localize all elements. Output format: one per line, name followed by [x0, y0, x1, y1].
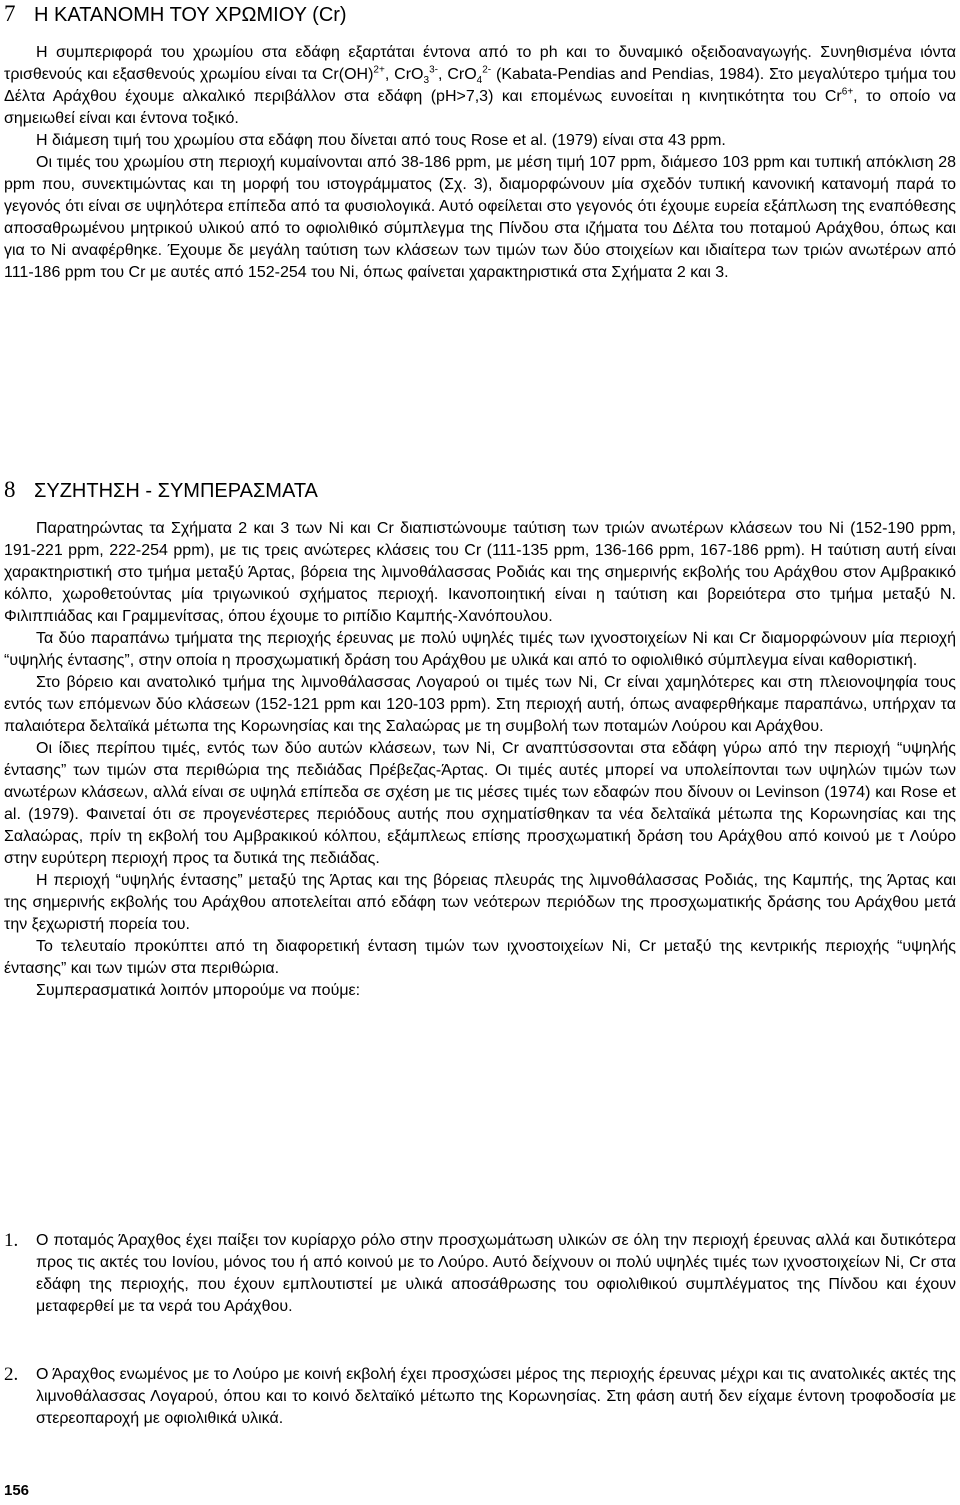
section-8-number: 8: [4, 477, 16, 502]
section-8-paragraph-1: Παρατηρώντας τα Σχήματα 2 και 3 των Ni και Cr διαπιστώνουμε ταύτιση των τριών ανωτέρων κλάσεων του Ni (152-190 ppm, 191-221 ppm, 222-254 ppm), με τις τρεις ανώτερες κλάσεις του Cr (111-135 ppm, 136-166 ppm, 167-186 ppm). Η ταύτιση αυτή είναι χαρακτηριστική στο τμήμα μεταξύ Άρτας, βόρεια της λιμνοθάλασσας Ροδιάς και της σημερινής εκβολής του Αράχθου στον Αμβρακικό κόλπο, χωροθετούντας μία τριγωνικού σχήματος περιοχή. Ικανοποιητική είναι η ταύτιση και βορειότερα στο τμήμα μεταξύ Ν. Φιλιππιάδας και Γραμμενίτσας, όπου έχουμε το ριπίδιο Καμπής-Χανόπουλου.: [4, 520, 956, 625]
section-8-heading: [4, 478, 318, 503]
section-7-paragraph-2: Η διάμεση τιμή του χρωμίου στα εδάφη που δίνεται από τους Rose et al. (1979) είναι στα 43 ppm.: [36, 132, 726, 149]
list-item-text: Ο ποταμός Άραχθος έχει παίξει τον κυρίαρχο ρόλο στην προσχωμάτωση υλικών σε όλη την περιοχή έρευνας αλλά και δυτικότερα προς τις ακτές του Ιονίου, μόνος του ή από κοινού με το Λούρο. Αυτό δείχνουν οι πολύ υψηλές τιμές των ιχνοστοιχείων Ni, Cr στα εδάφη της περιοχής, που έχουν εμπλουτιστεί με υλικά αποσάθρωσης του οφιολιθικού συμπλέγματος της Πίνδου και έχουν μεταφερθεί με τα νερά του Αράχθου.: [36, 1232, 956, 1315]
section-7-title: Η ΚΑΤΑΝΟΜΗ ΤΟΥ ΧΡΩΜΙΟΥ (Cr): [34, 4, 347, 26]
list-marker: 2.: [4, 1364, 19, 1385]
section-7-paragraph-1: Η συμπεριφορά του χρωμίου στα εδάφη εξαρτάται έντονα από το ph και το δυναμικό οξειδοαναγωγής. Συνηθισμένα ιόντα τρισθενούς και εξασθενούς χρωμίου είναι τα Cr(OH)$^{2+}$, CrO$_3^{3-}$, CrO$_4^{2-}$ (Kabata-Pendias and Pendias, 1984). Στο μεγαλύτερο τμήμα του Δέλτα Αράχθου έχουμε αλκαλικό περιβάλλον στα εδάφη (pH>7,3) και επομένως ευνοείται η κινητικότητα του $Cr^{6+}$, το οποίο να σημειωθεί είναι και έντονα τοξικό.: [4, 44, 957, 127]
section-8-title: ΣΥΖΗΤΗΣΗ - ΣΥΜΠΕΡΑΣΜΑΤΑ: [34, 480, 318, 502]
section-8-body: [4, 518, 956, 1002]
section-8-paragraph-6: Το τελευταίο προκύπτει από τη διαφορετική ένταση τιμών των ιχνοστοιχείων Ni, Cr μεταξύ της κεντρικής περιοχής “υψηλής έντασης” και των τιμών στα περιθώρια.: [4, 938, 956, 977]
section-7-body: [4, 42, 956, 284]
list-item: [4, 1230, 956, 1318]
section-8-paragraph-7: Συμπερασματικά λοιπόν μπορούμε να πούμε:: [36, 982, 361, 999]
list-item-text: Ο Άραχθος ενωμένος με το Λούρο με κοινή εκβολή έχει προσχώσει μέρος της περιοχής έρευνας μέχρι και τις ανατολικές ακτές της λιμνοθάλασσας Λογαρού, όπου και το κοινό δελταϊκό μέτωπο της Κορωνησίας. Στη φάση αυτή δεν είχαμε έντονη τροφοδοσία με στερεοπαροχή με οφιολιθικά υλικά.: [36, 1366, 956, 1427]
section-7-heading: [4, 2, 347, 27]
section-8-paragraph-3: Στο βόρειο και ανατολικό τμήμα της λιμνοθάλασσας Λογαρού οι τιμές των Ni, Cr είναι χαμηλότερες και στη πλειονοψηφία τους εντός των επόμενων δύο κλάσεων (152-121 ppm και 120-103 ppm). Στη περιοχή αυτή, όπως αναφερθήκαμε παραπάνω, υπήρχαν τα παλαιότερα δελταϊκά μέτωπα της Κορωνησίας και της Σαλαώρας με τη συμβολή των ποταμών Λούρου και Αράχθου.: [4, 674, 956, 735]
section-7-number: 7: [4, 1, 16, 26]
section-8-paragraph-4: Οι ίδιες περίπου τιμές, εντός των δύο αυτών κλάσεων, των Ni, Cr αναπτύσσονται στα εδάφη γύρω από την περιοχή “υψηλής έντασης” των τιμών στα περιθώρια της πεδιάδας Πρέβεζας-Άρτας. Οι τιμές αυτές μπορεί να υπολείπονται των υψηλών τιμών των ανωτέρων κλάσεων, αλλά είναι σε υψηλά επίπεδα σε σχέση με τις μέσες τιμές των εδαφών που δίνουν οι Levinson (1974) και Rose et al. (1979). Φαινεταί ότι σε προγενέστερες περιόδους αυτής που σχηματίσθηκαν τα νέα δελταϊκά μέτωπα της Κορωνησίας και της Σαλαώρας, πρίν τη εκβολή του Αμβρακικού κόλπου, εξάμπλεως επίσης προσχωματική δράση του Αράχθου από κοινού με τ Λούρο στην ευρύτερη περιοχή προς τα δυτικά της πεδιάδας.: [4, 740, 956, 867]
section-8-paragraph-5: Η περιοχή “υψηλής έντασης” μεταξύ της Άρτας και της βόρειας πλευράς της λιμνοθάλασσας Ροδιάς, της Καμπής, της Άρτας και της σημερινής εκβολής του Αράχθου αποτελείται από εδάφη των νεότερων περιόδων της προσχωματικής δράσης του Αράχθου μετά την ξεχωριστή πορεία του.: [4, 872, 956, 933]
list-item: [4, 1364, 956, 1430]
section-7-paragraph-3: Οι τιμές του χρωμίου στη περιοχή κυμαίνονται από 38-186 ppm, με μέση τιμή 107 ppm, διάμεσο 103 ppm και τυπική απόκλιση 28 ppm που, συνεκτιμώντας και τη μορφή του ιστογράμματος (Σχ. 3), διαμορφώνουν μία σχεδόν τυπική κανονική κατανομή παρά το γεγονός ότι είναι σε υψηλότερα επίπεδα από τα φυσιολογικά. Αυτό οφείλεται στο γεγονός ότι έχουμε ευρεία εξάπλωση της εναπόθεσης αποσαθρωμένου μητρικού υλικού από το οφιολιθικό σύμπλεγμα της Πίνδου στα ιζήματα του Δέλτα του ποταμού Αράχθου, όπως και για το Ni αναφέρθηκε. Έχουμε δε μεγάλη ταύτιση των κλάσεων των τιμών των δύο στοιχείων και ιδιαίτερα των τριών ανωτέρων από 111-186 ppm του Cr με αυτές από 152-254 του Ni, όπως φαίνεται χαρακτηριστικά στα Σχήματα 2 και 3.: [4, 154, 956, 281]
section-8-paragraph-2: Τα δύο παραπάνω τμήματα της περιοχής έρευνας με πολύ υψηλές τιμές των ιχνοστοιχείων Ni και Cr διαμορφώνουν μία περιοχή “υψηλής έντασης”, στην οποία η προσχωματική δράση του Αράχθου με υλικά και από το οφιολιθικό σύμπλεγμα είναι καθοριστική.: [4, 630, 956, 669]
list-marker: 1.: [4, 1230, 19, 1251]
page-number: 156: [4, 1482, 30, 1499]
